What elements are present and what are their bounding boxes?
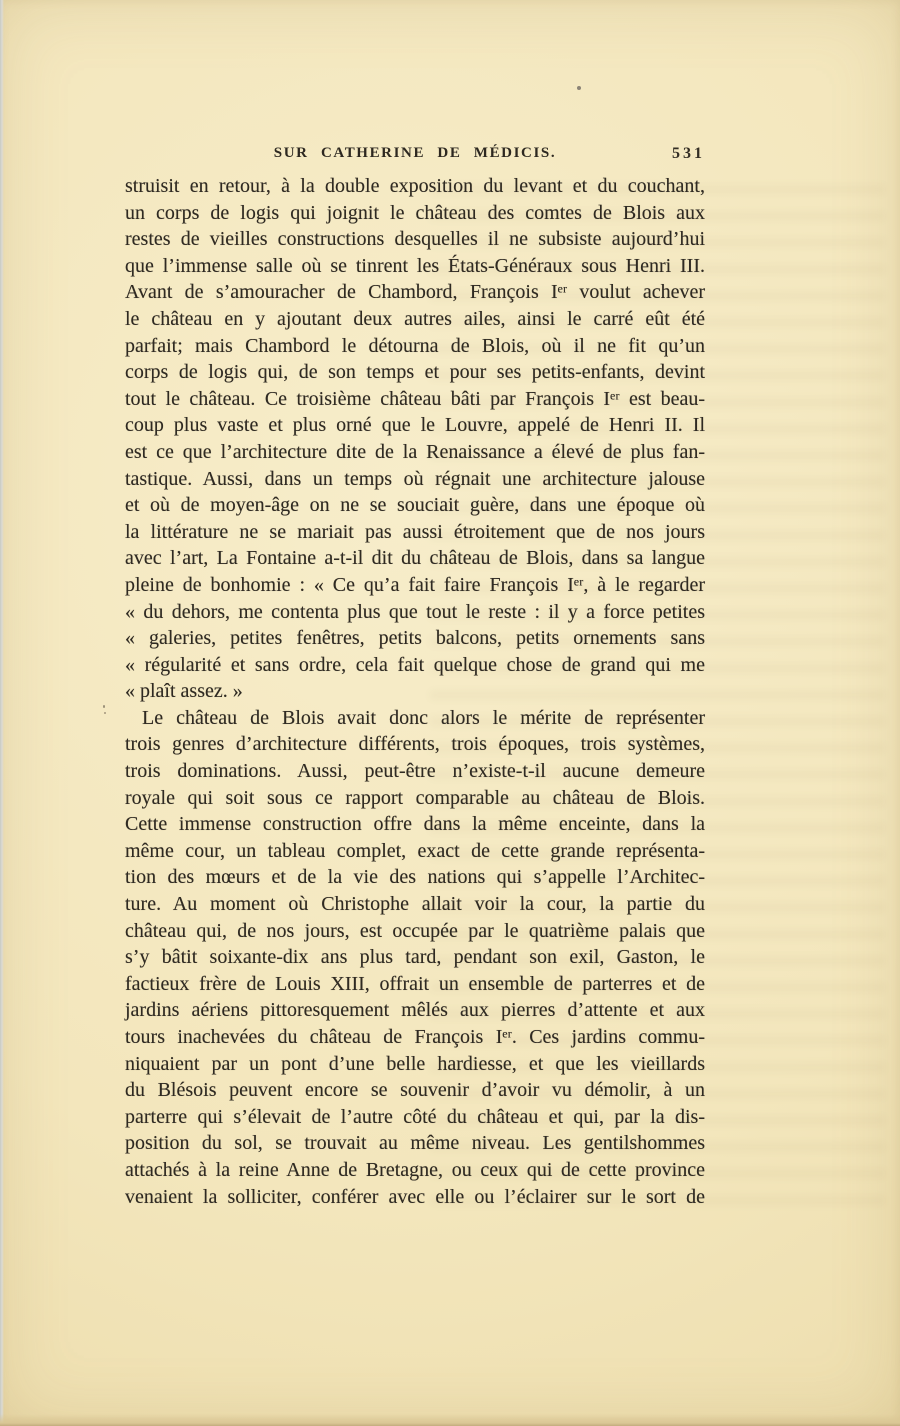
text-line: trois genres d’architecture différents, trois époques, trois systèmes, [125, 733, 705, 756]
running-head [125, 145, 705, 167]
dust-speck [577, 86, 581, 90]
text-line: Cette immense construction offre dans la même enceinte, dans la [125, 813, 705, 836]
text-line: château qui, de nos jours, est occupée par le quatrième palais que [125, 919, 705, 942]
text-line: s’y bâtit soixante-dix ans plus tard, pendant son exil, Gaston, le [125, 946, 705, 969]
text-line: restes de vieilles constructions desquelles il ne subsiste aujourd’hui [125, 228, 705, 251]
text-line: et où de moyen-âge on ne se souciait guère, dans une époque où [125, 494, 705, 517]
text-line: factieux frère de Louis XIII, offrait un ensemble de parterres et de [125, 972, 705, 995]
text-line: parterre qui s’élevait de l’autre côté du château et qui, par la dis- [125, 1105, 705, 1128]
text-line: même cour, un tableau complet, exact de cette grande représenta- [125, 839, 705, 862]
page-text [125, 173, 705, 1210]
text-line: corps de logis qui, de son temps et pour ses petits-enfants, devint [125, 361, 705, 384]
text-line: « régularité et sans ordre, cela fait quelque chose de grand qui me [125, 653, 705, 676]
text-line: parfait; mais Chambord le détourna de Blois, où il ne fit qu’un [125, 334, 705, 357]
text-line: que l’immense salle où se tinrent les États-Généraux sous Henri III. [125, 254, 705, 277]
page-number: 531 [672, 145, 705, 162]
scan-edge-left [0, 0, 4, 1426]
text-line: royale qui soit sous ce rapport comparable au château de Blois. [125, 786, 705, 809]
text-line: Avant de s’amouracher de Chambord, François Iᵉʳ voulut achever [125, 281, 705, 304]
text-line: attachés à la reine Anne de Bretagne, ou ceux qui de cette province [125, 1158, 705, 1181]
text-line: la littérature ne se mariait pas aussi étroitement que de nos jours [125, 520, 705, 543]
text-line: niquaient par un pont d’une belle hardiesse, et que les vieillards [125, 1052, 705, 1075]
text-line: un corps de logis qui joignit le château des comtes de Blois aux [125, 201, 705, 224]
text-line: « du dehors, me contenta plus que tout le reste : il y a force petites [125, 600, 705, 623]
text-line: jardins aériens pittoresquement mêlés aux pierres d’attente et aux [125, 999, 705, 1022]
text-line: pleine de bonhomie : « Ce qu’a fait faire François Iᵉʳ, à le regarder [125, 573, 705, 596]
text-line: tours inachevées du château de François Iᵉʳ. Ces jardins commu- [125, 1026, 705, 1048]
text-line: est ce que l’architecture dite de la Renaissance a élevé de plus fan- [125, 440, 705, 463]
text-line: trois dominations. Aussi, peut-être n’existe-t-il aucune demeure [125, 760, 705, 783]
text-line: le château en y ajoutant deux autres ailes, ainsi le carré eût été [125, 307, 705, 330]
text-line: tastique. Aussi, dans un temps où régnait une architecture jalouse [125, 467, 705, 490]
text-line: venaient la solliciter, conférer avec elle ou l’éclairer sur le sort de [125, 1185, 705, 1208]
running-head-title: SUR CATHERINE DE MÉDICIS. [273, 145, 557, 161]
text-line: « plaît assez. » [125, 680, 243, 703]
text-line: struisit en retour, à la double exposition du levant et du couchant, [125, 175, 705, 197]
text-line: position du sol, se trouvait au même niveau. Les gentilshommes [125, 1132, 705, 1155]
text-line: du Blésois peuvent encore se souvenir d’avoir vu démolir, à un [125, 1079, 705, 1102]
text-line: Le château de Blois avait donc alors le mérite de représenter [142, 706, 705, 729]
text-line: « galeries, petites fenêtres, petits balcons, petits ornements sans [125, 627, 705, 650]
text-line: tion des mœurs et de la vie des nations qui s’appelle l’Architec- [125, 866, 705, 889]
text-line: ture. Au moment où Christophe allait voir la cour, la partie du [125, 893, 705, 916]
scan-edge-bottom [0, 1414, 900, 1426]
text-line: avec l’art, La Fontaine a-t-il dit du château de Blois, dans sa langue [125, 547, 705, 570]
text-line: coup plus vaste et plus orné que le Louvre, appelé de Henri II. Il [125, 414, 705, 437]
dust-speck [104, 712, 106, 714]
dust-speck [103, 705, 105, 708]
text-line: tout le château. Ce troisième château bâti par François Iᵉʳ est beau- [125, 387, 705, 410]
